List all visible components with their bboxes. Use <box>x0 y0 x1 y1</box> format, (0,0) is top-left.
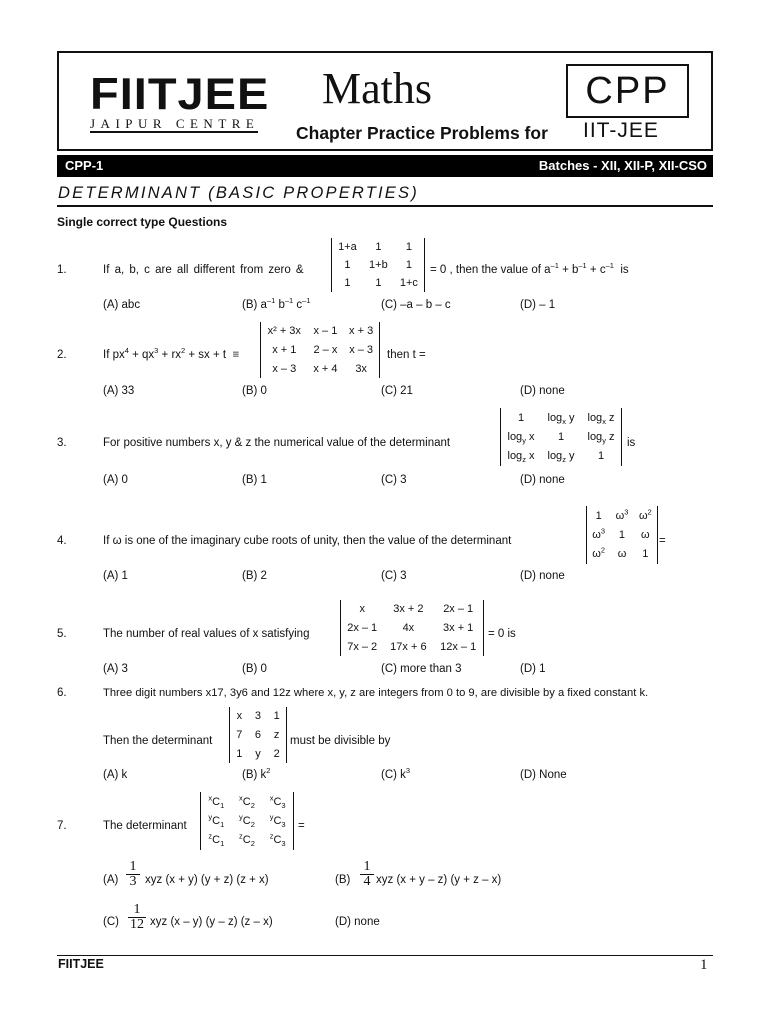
header-subtitle-tail: IIT-JEE <box>583 119 659 142</box>
option-b[interactable]: (B) 1 <box>242 474 267 486</box>
centre-name: JAIPUR CENTRE <box>90 116 260 131</box>
option-c[interactable]: (C) <box>103 916 119 928</box>
logo-underline <box>90 131 258 133</box>
determinant: x 3x + 2 2x – 1 2x – 1 4x 3x + 1 7x – 2 17x + 6 12x – 1 <box>340 600 484 656</box>
fiitjee-logo: FIITJEE <box>90 68 270 119</box>
option-c[interactable]: (C) more than 3 <box>381 663 462 675</box>
option-c[interactable]: (C) 3 <box>381 474 407 486</box>
topic-title: DETERMINANT (BASIC PROPERTIES) <box>58 184 419 202</box>
cpp-number: CPP-1 <box>65 158 104 173</box>
option-b[interactable]: (B) 0 <box>242 385 267 397</box>
question-number: 6. <box>57 687 67 699</box>
question-text: For positive numbers x, y & z the numerical value of the determinant <box>103 437 451 449</box>
subject-title: Maths <box>322 64 432 113</box>
question-text: If ω is one of the imaginary cube roots of unity, then the value of the determinant <box>103 535 512 547</box>
option-c[interactable]: (C) 3 <box>381 570 407 582</box>
header-subtitle: Chapter Practice Problems for <box>296 123 548 143</box>
batches: Batches - XII, XII-P, XII-CSO <box>538 158 707 173</box>
option-d[interactable]: (D) 1 <box>520 663 546 675</box>
determinant: 1 $\omega^3$ $\omega^2$ $\omega^3$ 1 ω $\omega^2$ ω 1 <box>586 506 658 564</box>
option-b-expr: xyz (x + y – z) (y + z – x) <box>376 874 502 886</box>
section-heading: Single correct type Questions <box>57 215 228 229</box>
option-b[interactable]: (B) $k^2$ <box>242 766 271 781</box>
info-bar <box>57 155 713 177</box>
question-text: The number of real values of x satisfying <box>103 628 310 640</box>
option-c[interactable]: (C) $k^3$ <box>381 766 411 781</box>
option-d[interactable]: (D) none <box>520 474 565 486</box>
determinant: x 3 1 7 6 z 1 y 2 <box>229 707 287 763</box>
option-a[interactable]: (A) 0 <box>103 474 128 486</box>
option-c-expr: xyz (x – y) (y – z) (z – x) <box>150 916 273 928</box>
question-text: Then the determinant <box>103 735 213 747</box>
footer-rule <box>57 955 713 956</box>
option-a[interactable]: (A) 3 <box>103 663 128 675</box>
question-text: = 0 is <box>488 628 516 640</box>
option-d[interactable]: (D) – 1 <box>520 299 556 311</box>
question-number: 3. <box>57 437 67 449</box>
determinant: $^xC_1$ $^xC_2$ $^xC_3$ $^yC_1$ $^yC_2$ $^yC_3$ $^zC_1$ $^zC_2$ $^zC_3$ <box>200 792 294 850</box>
option-b[interactable]: (B) $a^{-1}$ $b^{-1}$ $c^{-1}$ <box>242 296 311 311</box>
option-d[interactable]: (D) none <box>335 916 380 928</box>
question-text: is <box>627 437 636 449</box>
option-a[interactable]: (A) k <box>103 769 128 781</box>
question-text: = <box>659 535 666 547</box>
option-d[interactable]: (D) None <box>520 769 567 781</box>
option-a[interactable]: (A) abc <box>103 299 141 311</box>
fraction: $\frac{1}{3}$ <box>126 860 140 889</box>
question-number: 5. <box>57 628 67 640</box>
question-number: 2. <box>57 349 67 361</box>
topic-rule <box>57 205 713 207</box>
option-c[interactable]: (C) 21 <box>381 385 413 397</box>
option-d[interactable]: (D) none <box>520 570 565 582</box>
fraction: $\frac{1}{12}$ <box>130 902 144 932</box>
question-text: The determinant <box>103 820 187 832</box>
footer-brand: FIITJEE <box>58 957 104 971</box>
determinant: 1+a 1 1 1 1+b 1 1 1 1+c <box>331 238 425 292</box>
option-a[interactable]: (A) 1 <box>103 570 128 582</box>
question-text: = 0 , then the value of $a^{-1} + b^{-1} + c^{-1}$ is <box>430 261 629 276</box>
option-a[interactable]: (A) <box>103 874 119 886</box>
option-c[interactable]: (C) –a – b – c <box>381 299 451 311</box>
question-text: If $px^4 + qx^3 + rx^2$ + sx + t ≡ <box>103 346 240 361</box>
option-a[interactable]: (A) 33 <box>103 385 135 397</box>
question-text: = <box>298 820 305 832</box>
question-number: 4. <box>57 535 67 547</box>
option-b[interactable]: (B) <box>335 874 351 886</box>
cpp-box: CPP <box>566 64 689 118</box>
option-d[interactable]: (D) none <box>520 385 565 397</box>
determinant: x² + 3x x – 1 x + 3 x + 1 2 – x x – 3 x – 3 x + 4 3x <box>260 322 380 378</box>
question-number: 1. <box>57 264 67 276</box>
determinant: 1 $\log_x y$ $\log_x z$ $\log_y x$ 1 $\log_y z$ $\log_z x$ $\log_z y$ 1 <box>500 408 622 466</box>
question-text: must be divisible by <box>290 735 391 747</box>
page-number: 1 <box>700 957 708 973</box>
question-text: then t = <box>387 349 426 361</box>
question-number: 7. <box>57 820 67 832</box>
option-b[interactable]: (B) 0 <box>242 663 267 675</box>
option-b[interactable]: (B) 2 <box>242 570 267 582</box>
option-a-expr: xyz (x + y) (y + z) (z + x) <box>145 874 269 886</box>
question-text: Three digit numbers x17, 3y6 and 12z where x, y, z are integers from 0 to 9, are divisible by a fixed constant k. <box>103 687 649 699</box>
fraction: $\frac{1}{4}$ <box>360 860 374 889</box>
question-text: If a, b, c are all different from zero & <box>103 264 304 276</box>
